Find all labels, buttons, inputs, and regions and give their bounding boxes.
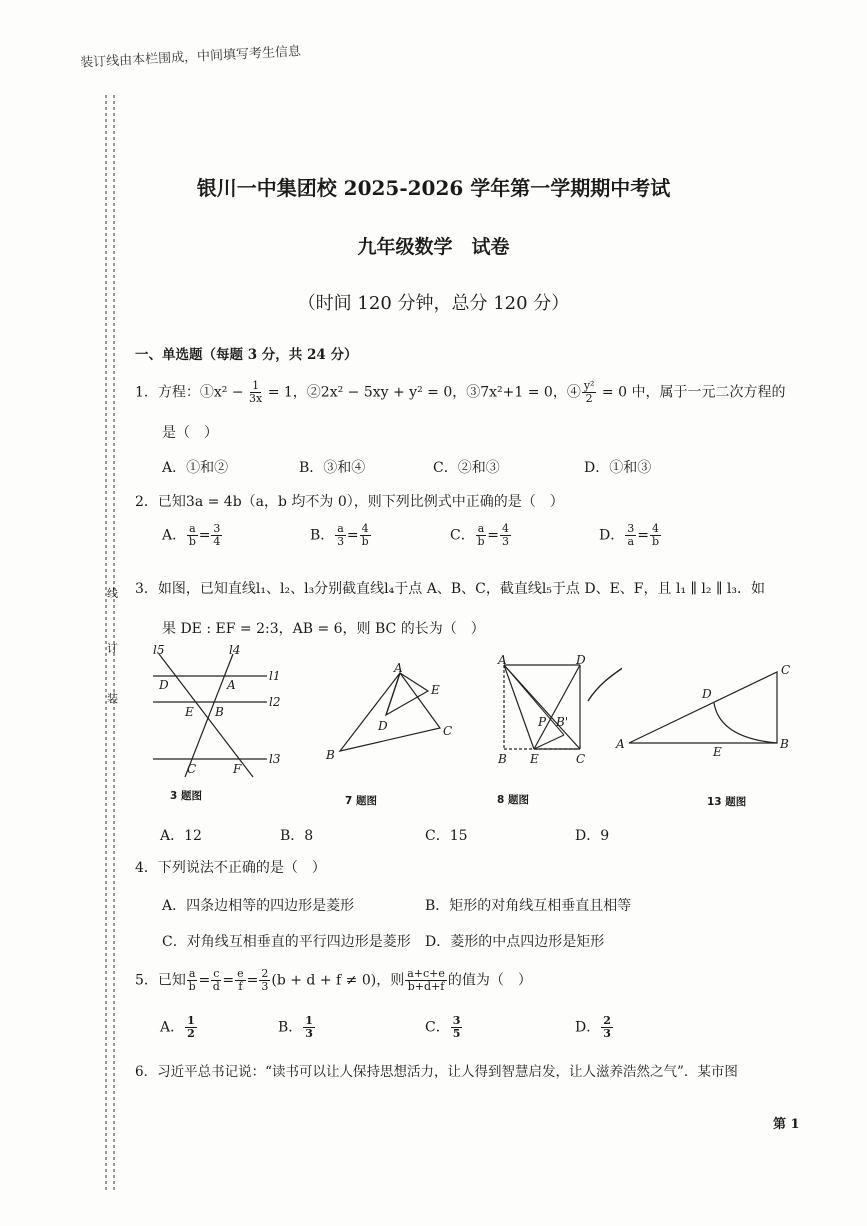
question-3-option-b[interactable]: B．8: [280, 828, 314, 844]
fig8-label-P: P: [538, 715, 547, 729]
question-4-stem: 4．下列说法不正确的是（ ）: [135, 860, 326, 876]
fig7-label-D: D: [378, 719, 388, 733]
figure-7-caption: 7 题图: [345, 795, 377, 807]
fig3-label-l3: l3: [269, 752, 281, 766]
figure-13-right-triangle: [612, 660, 802, 760]
fig8-label-E: E: [530, 752, 539, 766]
exam-time-info: （时间 120 分钟，总分 120 分）: [297, 293, 570, 314]
question-2-option-d[interactable]: D． $\frac{3}{a}$ = $\frac{4}{b}$: [599, 522, 659, 548]
question-5-option-a[interactable]: A． $\frac{1}{2}$: [160, 1014, 195, 1040]
question-6-stem: 6．习近平总书记说：“读书可以让人保持思想活力，让人得到智慧启发，让人滋养浩然之气”．某市图: [135, 1064, 738, 1080]
binding-label-ding: 订: [107, 642, 118, 655]
fig13-label-D: D: [702, 687, 712, 701]
question-5-option-c[interactable]: C． $\frac{3}{5}$: [425, 1014, 461, 1040]
question-2-option-b[interactable]: B． $\frac{a}{3}$ = $\frac{4}{b}$: [310, 522, 369, 548]
fig8-label-D: D: [576, 655, 586, 667]
section-heading-single-choice: 一、单选题（每题 3 分，共 24 分）: [135, 347, 358, 363]
fig3-label-l4: l4: [229, 643, 241, 657]
question-5-stem: 5．已知 $\frac{a}{b}$ = $\frac{c}{d}$ = $\frac{e}{f}$ = $\frac{2}{3}$ (b + d + f ≠ 0)，则 $\frac{a+c+e}{b+d+f}$ 的值为（ ）: [135, 967, 532, 993]
fig8-label-B: B: [498, 752, 507, 766]
question-3-option-c[interactable]: C．15: [425, 828, 468, 844]
figure-13-caption: 13 题图: [707, 796, 747, 808]
figure-3-caption: 3 题图: [170, 790, 202, 802]
fig7-label-B: B: [326, 748, 335, 762]
question-4-option-b[interactable]: B．矩形的对角线互相垂直且相等: [425, 898, 632, 914]
figure-7-triangles: [320, 658, 460, 768]
question-1-option-b[interactable]: B．③和④: [299, 460, 366, 476]
question-3-stem-line2: 果 DE : EF = 2:3，AB = 6，则 BC 的长为（ ）: [162, 621, 485, 637]
binding-label-zhuang: 装: [107, 692, 118, 705]
fig13-label-B: B: [780, 737, 789, 751]
figure-8-square: [492, 655, 622, 770]
question-1-stem-line2: 是（ ）: [162, 425, 218, 441]
figure-3-parallel-lines: [145, 642, 285, 782]
exam-title: 银川一中集团校 2025-2026 学年第一学期期中考试: [196, 176, 671, 200]
fig13-label-A: A: [616, 737, 625, 751]
fig7-label-E: E: [431, 683, 440, 697]
question-1-option-d[interactable]: D．①和③: [584, 460, 652, 476]
fig3-label-A: A: [227, 678, 236, 692]
question-2-option-c[interactable]: C． $\frac{a}{b}$ = $\frac{4}{3}$: [450, 522, 510, 548]
question-1-stem: 1．方程：①x² − $\frac{1}{3x}$ = 1，②2x² − 5xy + y² = 0，③7x²+1 = 0，④ $\frac{\text{y²}}{2}$ = 0 中，属于一元二次方程的: [135, 379, 786, 405]
fig7-label-A: A: [394, 661, 403, 675]
question-3-option-d[interactable]: D．9: [575, 828, 610, 844]
question-3-stem: 3．如图，已知直线l₁、l₂、l₃分别截直线l₄于点 A、B、C，截直线l₅于点 D、E、F，且 l₁ ∥ l₂ ∥ l₃．如: [135, 581, 765, 597]
question-2-option-a[interactable]: A． $\frac{a}{b}$ = $\frac{3}{4}$: [162, 522, 221, 548]
question-4-option-c[interactable]: C．对角线互相垂直的平行四边形是菱形: [162, 934, 411, 950]
fig3-label-l1: l1: [269, 669, 281, 683]
fig8-label-A: A: [498, 655, 507, 667]
fig3-label-F: F: [233, 762, 242, 776]
binding-label-xian: 线: [107, 587, 118, 600]
question-5-option-b[interactable]: B． $\frac{1}{3}$: [278, 1014, 313, 1040]
question-1-option-c[interactable]: C．②和③: [433, 460, 500, 476]
page-number: 第 1: [773, 1117, 800, 1132]
question-2-stem: 2．已知3a = 4b（a，b 均不为 0），则下列比例式中正确的是（ ）: [135, 494, 564, 510]
fig8-label-C: C: [576, 752, 586, 766]
fig3-label-C: C: [187, 762, 197, 776]
question-5-option-d[interactable]: D． $\frac{2}{3}$: [575, 1014, 611, 1040]
fig3-label-D: D: [159, 678, 169, 692]
binding-instruction-note: 装订线由本栏围成，中间填写考生信息: [79, 44, 302, 71]
fig8-label-Bprime: B': [556, 715, 569, 729]
fig13-label-E: E: [713, 745, 722, 759]
exam-subtitle: 九年级数学 试卷: [357, 236, 510, 258]
question-4-option-a[interactable]: A．四条边相等的四边形是菱形: [162, 898, 355, 914]
fig3-label-B: B: [215, 705, 224, 719]
fig3-label-l2: l2: [269, 695, 281, 709]
question-3-option-a[interactable]: A．12: [160, 828, 202, 844]
fig7-label-C: C: [443, 724, 453, 738]
question-1-option-a[interactable]: A．①和②: [162, 460, 229, 476]
fig3-label-l5: l5: [153, 643, 165, 657]
question-4-option-d[interactable]: D．菱形的中点四边形是矩形: [425, 934, 605, 950]
figure-8-caption: 8 题图: [497, 794, 529, 806]
fig3-label-E: E: [185, 705, 194, 719]
fig13-label-C: C: [781, 663, 791, 677]
